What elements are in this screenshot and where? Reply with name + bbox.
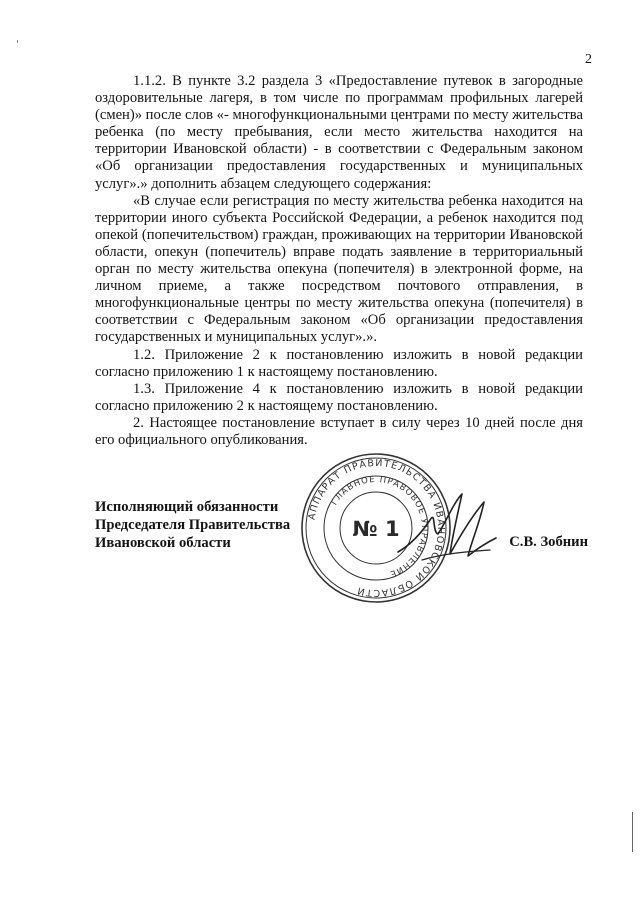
- signatory-line-1: Исполняющий обязанности: [95, 499, 279, 515]
- paragraph-2: 2. Настоящее постановление вступает в силу через 10 дней после дня его официального опубликования.: [95, 414, 583, 448]
- seal-inner-text: ГЛАВНОЕ ПРАВОВОЕ УПРАВЛЕНИЕ: [329, 474, 430, 579]
- seal-outer-text: АППАРАТ ПРАВИТЕЛЬСТВА ИВАНОВСКОЙ ОБЛАСТИ: [306, 457, 447, 599]
- scan-margin-mark: [632, 812, 633, 852]
- scan-margin-mark: [17, 40, 18, 43]
- seal-number: № 1: [352, 517, 400, 541]
- paragraph-quote: «В случае если регистрация по месту жительства ребенка находится на территории иного субъекта Российской Федерации, а ребенок находится под опекой (попечительством) граждан, проживающих на территории Ивановской области, опекун (попечитель) вправе подать заявление в территориальный орган по месту жительства опекуна (попечителя) в электронной форме, на личном приеме, а также посредством почтового отправления, в многофункциональные центры по месту жительства опекуна (попечителя) в соответствии с Федеральным законом «Об организации предоставления государственных и муниципальных услуг».».: [95, 192, 583, 346]
- signatory-line-3: Ивановской области: [95, 535, 231, 551]
- signatory-name: С.В. Зобнин: [509, 534, 588, 550]
- paragraph-1-2: 1.2. Приложение 2 к постановлению изложить в новой редакции согласно приложению 1 к настоящему постановлению.: [95, 346, 583, 380]
- document-body: [95, 73, 583, 449]
- paragraph-1-1-2: 1.1.2. В пункте 3.2 раздела 3 «Предоставление путевок в загородные оздоровительные лагеря, в том числе по программам профильных лагерей (смен)» после слов «- многофункциональными центрами по месту жительства ребенка (по месту пребывания, если место жительства находится на территории Ивановской области) - в соответствии с Федеральным законом «Об организации предоставления государственных и муниципальных услуг».» дополнить абзацем следующего содержания:: [95, 73, 583, 192]
- handwritten-signature: [392, 482, 502, 572]
- paragraph-1-3: 1.3. Приложение 4 к постановлению изложить в новой редакции согласно приложению 2 к настоящему постановлению.: [95, 380, 583, 414]
- signatory-line-2: Председателя Правительства: [95, 517, 291, 533]
- page-number: 2: [585, 52, 592, 67]
